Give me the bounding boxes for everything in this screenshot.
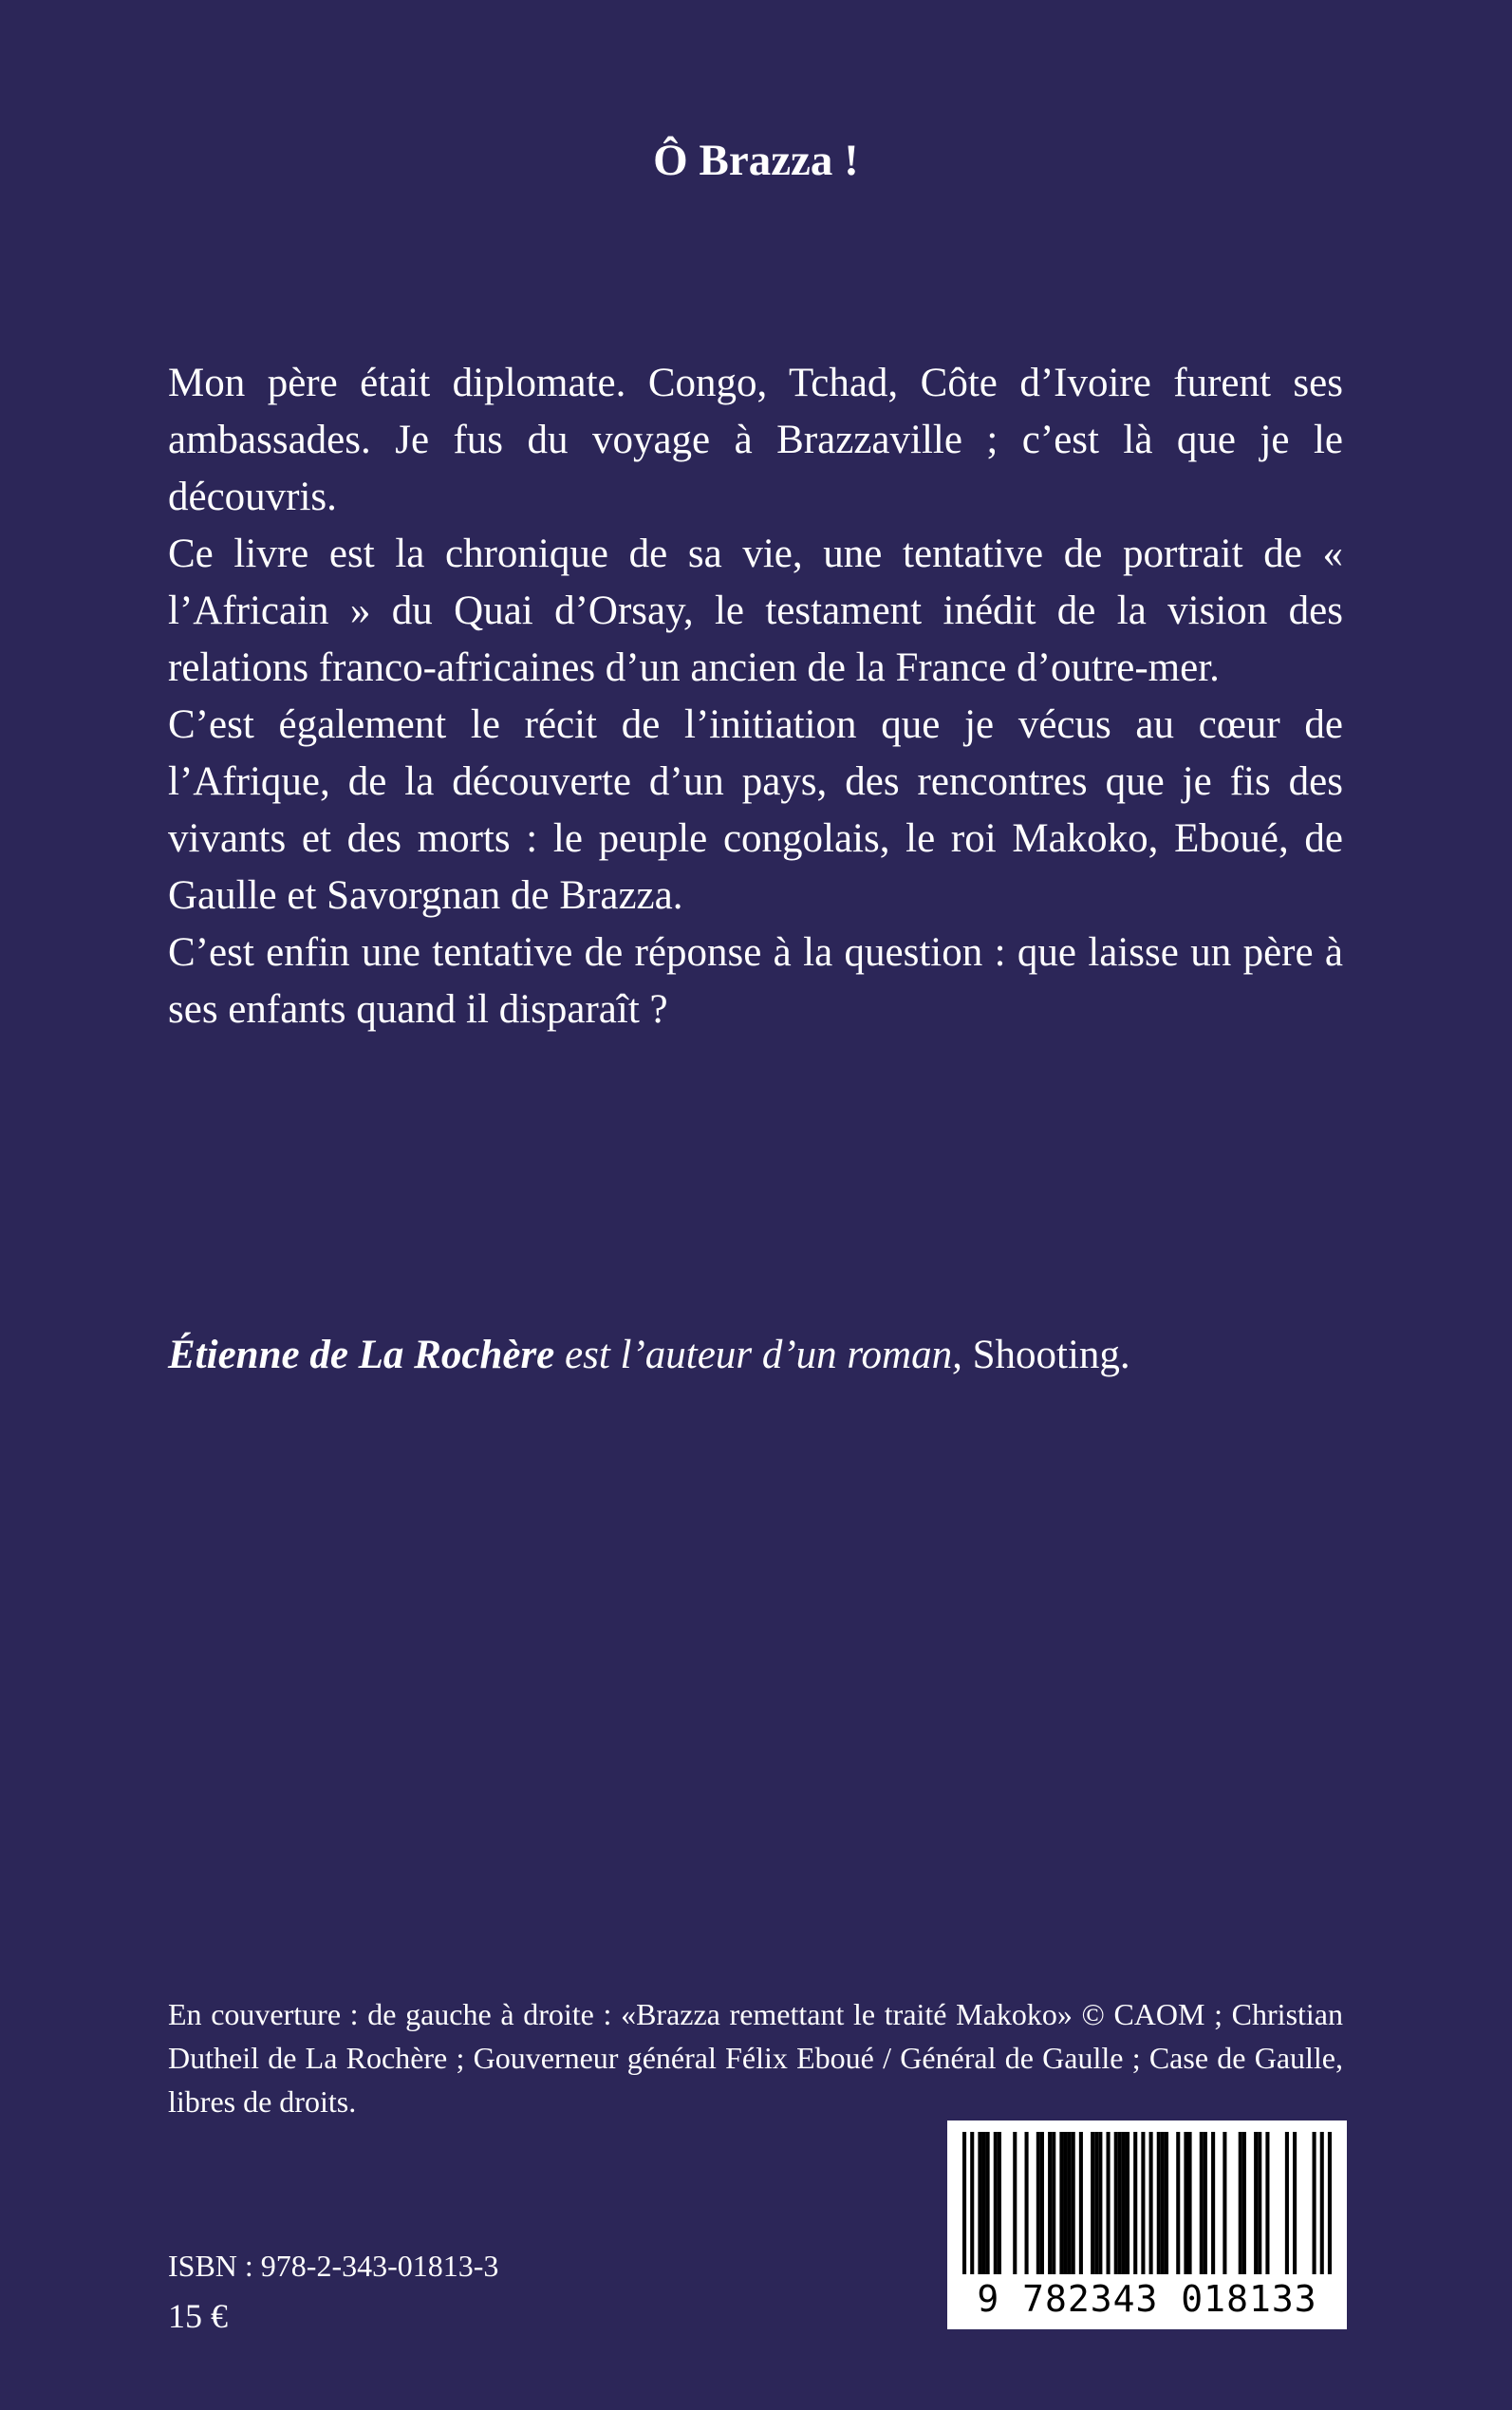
barcode-bar (1328, 2132, 1332, 2274)
barcode-bar (1133, 2132, 1137, 2274)
barcode-bar (1223, 2132, 1226, 2274)
barcode-bar (1239, 2132, 1242, 2274)
blurb-paragraph: C’est également le récit de l’initiation que je vécus au cœur de l’Afrique, de la découverte d’un pays, des rencontres que je fis des vivants et des morts : le peuple congolais, le roi Makoko, Eboué, de Gaulle et Savorgnan de Brazza. (168, 702, 1343, 918)
barcode-bar (1091, 2132, 1094, 2274)
barcode-bar (1285, 2132, 1289, 2274)
author-bio-text: est l’auteur d’un roman, (565, 1333, 962, 1377)
barcode-bar (1118, 2132, 1122, 2274)
author-previous-book: Shooting. (972, 1333, 1130, 1377)
barcode-bar (1242, 2132, 1246, 2274)
barcode-bar (1114, 2132, 1118, 2274)
barcode-bar (1176, 2132, 1180, 2274)
barcode-bar (998, 2132, 1001, 2274)
barcode-bar (1184, 2132, 1187, 2274)
barcode-bar (1126, 2132, 1129, 2274)
barcode-bar (981, 2132, 985, 2274)
author-name: Étienne de La Rochère (168, 1333, 555, 1377)
back-cover-blurb (168, 355, 1343, 1038)
barcode-digits: 9 782343 018133 (977, 2278, 1317, 2320)
barcode-bar (1149, 2132, 1153, 2274)
book-title: Ô Brazza ! (653, 136, 859, 185)
barcode-bar (1258, 2132, 1261, 2274)
barcode-bar (986, 2132, 990, 2274)
blurb-paragraph: Mon père était diplomate. Congo, Tchad, Côte d’Ivoire furent ses ambassades. Je fus du voyage à Brazzaville ; c’est là que je le découvris. (168, 361, 1343, 519)
barcode-bar (1079, 2132, 1083, 2274)
barcode-bar (962, 2132, 966, 2274)
barcode-bar (1122, 2132, 1126, 2274)
blurb-paragraph: Ce livre est la chronique de sa vie, une tentative de portrait de « l’Africain » du Quai d’Orsay, le testament inédit de la vision des relations franco-africaines d’un ancien de la France d’outre-mer. (168, 532, 1343, 690)
barcode-bar (1254, 2132, 1258, 2274)
barcode-bar (978, 2132, 981, 2274)
barcode-bar (1141, 2132, 1145, 2274)
barcode-bar (1048, 2132, 1052, 2274)
barcode-bar (1063, 2132, 1067, 2274)
barcode-bar (1068, 2132, 1072, 2274)
barcode-bar (1265, 2132, 1269, 2274)
barcode-bar (994, 2132, 998, 2274)
barcode-bar (1157, 2132, 1161, 2274)
credits-text: En couverture : de gauche à droite : «Brazza remettant le traité Makoko» © CAOM ; Christian Dutheil de La Rochère ; Gouverneur général Félix Eboué / Général de Gaulle ; Case de Gaulle, libres de droits. (168, 1997, 1343, 2119)
barcode-bar (1161, 2132, 1165, 2274)
barcode-bar (1036, 2132, 1040, 2274)
isbn: ISBN : 978-2-343-01813-3 (168, 2249, 499, 2283)
barcode-bar (1313, 2132, 1316, 2274)
barcode-bar (1052, 2132, 1055, 2274)
barcode-bar (1094, 2132, 1098, 2274)
barcode-bar (1165, 2132, 1168, 2274)
barcode-bar (1293, 2132, 1297, 2274)
barcode-bar (1013, 2132, 1017, 2274)
barcode-bar (1204, 2132, 1207, 2274)
blurb-paragraph: C’est enfin une tentative de réponse à la question : que laisse un père à ses enfants quand il disparaît ? (168, 930, 1343, 1032)
price: 15 € (168, 2297, 228, 2335)
barcode-bars (962, 2132, 1332, 2274)
barcode-bar (1025, 2132, 1029, 2274)
barcode-bar (1098, 2132, 1102, 2274)
barcode-bar (1211, 2132, 1215, 2274)
barcode-bar (1040, 2132, 1044, 2274)
barcode-bar (1059, 2132, 1063, 2274)
cover-credits (168, 1992, 1343, 2123)
barcode-bar (1200, 2132, 1204, 2274)
author-bio (168, 1327, 1343, 1384)
barcode-bar (1107, 2132, 1111, 2274)
barcode-bar (970, 2132, 974, 2274)
barcode-bar (1320, 2132, 1324, 2274)
barcode (947, 2120, 1347, 2329)
barcode-bar (1187, 2132, 1191, 2274)
barcode-bar (1072, 2132, 1075, 2274)
